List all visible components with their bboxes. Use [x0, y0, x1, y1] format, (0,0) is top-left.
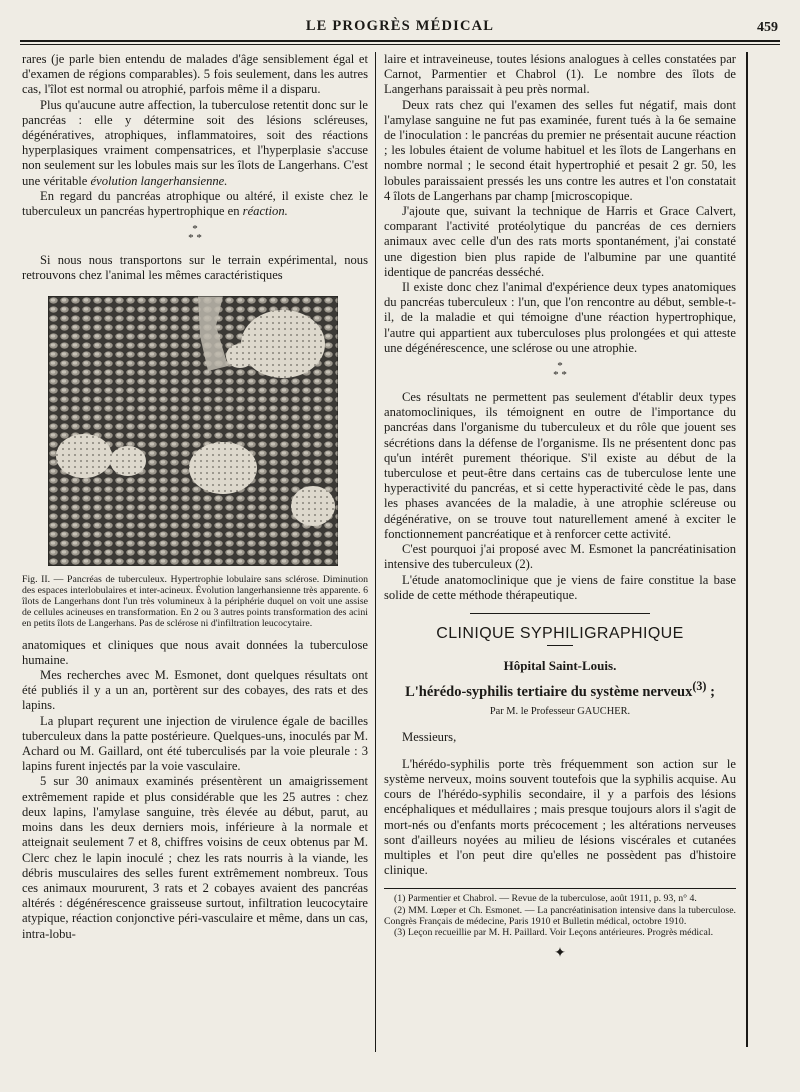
lecture-title-end: ;	[706, 684, 715, 701]
outer-rule	[746, 52, 748, 1047]
paragraph: 5 sur 30 animaux examinés présentèrent un amaigrissement extrêmement rapide et plus considérable que les 25 autres : chez deux lapins, l'amylase sanguine, très élevée au début, parut, au moins dans les deux derniers mois, inférieure à la normale et atteignait seulement 7 et 8, chiffres voisins de ceux obtenus par M. Clerc chez le lapin inoculé ; chez les rats nourris à la viande, les débris musculaires des selles furent extrêmement nombreux. Tous ces animaux moururent, 3 rats et 2 cobayes avaient des pancréas altérés : dégénérescence graisseuse surtout, infiltration leucocytaire atypique, réaction conjonctive péri-vasculaire et même, dans un cas, intra-lobu-	[22, 774, 368, 941]
paragraph: Deux rats chez qui l'examen des selles fut négatif, mais dont l'amylase sanguine ne fut pas examinée, furent tués à la 6e semaine de l'inoculation : le pancréas du premier ne présentait aucune réaction ; les lobules étaient de volume habituel et les îlots de Langerhans en nombre normal ; le second était hypertrophié et pesait 2 gr. 50, les lobules paraissaient pressés les uns contre les autres et l'on constatait 4 îlots de Langerhans par champ [microscopique.	[384, 97, 736, 203]
footnote-ref: (3)	[692, 679, 707, 694]
paragraph	[22, 98, 368, 189]
paragraph: Ces résultats ne permettent pas seulement d'établir deux types anatomocliniques, ils témoignent en outre de l'importance du pancréas dans l'organisme du tuberculeux et du rôle que jouent ses sécrétions dans la défense de l'organisme. Ils ne présentent donc pas qu'un intérêt purement théorique. S'il existe au début de la tuberculose et peut-être dans certains cas de tuberculose lente une hyperactivité du pancréas, et si cette hyperactivité cède le pas, dans les phases avancées de la maladie, à une atrophie scléreuse ou dégénérative, on se trouve tout naturellement amené à exciter le fonctionnement pancréatique et à renforcer cette activité.	[384, 390, 736, 541]
paragraph: Il existe donc chez l'animal d'expérience deux types anatomiques du pancréas tuberculeux : l'un, que l'on rencontre au début, semble-t-il, de la maladie et qui témoigne d'une réaction hypertrophique, l'autre qui appartient aux tuberculoses plus prolongées et qui atteste une dégénérescence, une sclérose ou une atrophie.	[384, 280, 736, 355]
page-header	[20, 0, 780, 44]
footnote: (2) MM. Lœper et Ch. Esmonet. — La pancréatinisation intensive dans la tuberculose. Congrès Français de médecine, Paris 1910 et Bulletin médical, octobre 1910.	[384, 904, 736, 927]
hospital-name: Hôpital Saint-Louis.	[503, 658, 617, 674]
paragraph-text: Plus qu'aucune autre affection, la tuberculose retentit donc sur le pancréas : elle y détermine soit des lésions scléreuses, dégénératives, atrophiques, inflammatoires, soit des réactions hyperplasiques vraiment compensatrices, et l'hyperplasie s'accuse non seulement sur les lobules mais sur les îlots de Langerhans. C'est une véritable	[22, 97, 368, 188]
author-line: Par M. le Professeur GAUCHER.	[489, 706, 631, 718]
paragraph: L'étude anatomoclinique que je viens de faire constitue la base solide de cette méthode thérapeutique.	[384, 572, 736, 602]
langerhans-islet	[56, 434, 112, 478]
separator-stars: * *	[553, 369, 567, 382]
paragraph: Mes recherches avec M. Esmonet, dont quelques résultats ont été publiés il y a un an, portèrent sur des cobayes, des rats et des lapins.	[22, 668, 368, 713]
italic-term: réaction.	[242, 204, 288, 219]
salutation: Messieurs,	[402, 729, 457, 744]
paragraph: J'ajoute que, suivant la technique de Harris et Grace Calvert, comparant l'activité protéolytique du pancréas de ces derniers animaux avec celle d'un des rats morts spontanément, j'ai constaté une digestion bien plus rapide de l'albumine par une quantité identique de pancréas desséché.	[384, 204, 736, 279]
italic-term: évolution langerhansienne.	[90, 173, 228, 188]
header-rule	[20, 40, 780, 42]
langerhans-islet	[110, 446, 146, 476]
langerhans-islet	[241, 310, 325, 378]
left-column	[22, 52, 368, 942]
paragraph: anatomiques et cliniques que nous avait données la tuberculose humaine.	[22, 637, 368, 667]
section-separator	[384, 362, 736, 380]
lecture-title-text: L'hérédo-syphilis tertiaire du système nerveux	[405, 684, 693, 701]
running-head: LE PROGRÈS MÉDICAL	[305, 18, 495, 34]
paragraph: rares (je parle bien entendu de malades d'âge sensiblement égal et d'examen de régions comparables). 5 fois seulement, dans les autres cas, l'îlot est normal ou atrophié, parfois même il a disparu.	[22, 52, 368, 97]
paragraph: L'hérédo-syphilis porte très fréquemment son action sur le système nerveux, moins souvent toutefois que la syphilis acquise. Au cours de l'hérédo-syphilis secondaire, il y a parfois des lésions encéphaliques et médullaires ; mais presque toujours alors il s'agit de mort-nés ou d'enfants morts précocement ; les altérations nerveuses sont d'ailleurs noyées au milieu de lésions viscérales et cutanées multiples et l'on peut dire qu'elles ne possèdent pas d'histoire clinique.	[384, 756, 736, 878]
separator-star: *	[192, 223, 198, 236]
paragraph-text: En regard du pancréas atrophique ou altéré, il existe chez le tuberculeux un pancréas hypertrophique en	[22, 188, 368, 219]
separator-stars: * *	[188, 232, 202, 245]
footnotes	[384, 888, 736, 938]
footnote: (3) Leçon recueillie par M. H. Paillard. Voir Leçons antérieures. Progrès médical.	[394, 926, 714, 938]
paragraph: La plupart reçurent une injection de virulence égale de bacilles tuberculeux dans la patte postérieure. Quelques-uns, inoculés par M. Achard ou M. Gaillard, ont été tuberculisés par la voie pleurale : 3 lapins furent injectés par la voie vasculaire.	[22, 713, 368, 774]
header-rule-thin	[20, 44, 780, 45]
figure-caption	[22, 574, 368, 630]
footnote: (1) Parmentier et Chabrol. — Revue de la tuberculose, août 1911, p. 93, n° 4.	[394, 893, 697, 905]
caption-text: Fig. II. — Pancréas de tuberculeux. Hypertrophie lobulaire sans sclérose. Diminution des espaces interlobulaires et inter-acineux. Évolution langerhansienne très apparente. 6 îlots de Langerhans dont l'un très volumineux à la périphérie duquel on voit une assise de cellules acineuses en transformation. En 2 ou 3 autres points transformation des acini en petits îlots de Langerhans. Pas de sclérose ni d'infiltration leucocytaire.	[22, 573, 368, 630]
right-column	[384, 52, 736, 961]
paragraph	[22, 189, 368, 219]
lecture-title	[384, 679, 736, 700]
langerhans-islet	[189, 442, 257, 494]
paragraph: C'est pourquoi j'ai proposé avec M. Esmonet la pancréatinisation intensive des tuberculeux (2).	[384, 542, 736, 572]
separator-star: *	[557, 360, 563, 373]
section-title: CLINIQUE SYPHILIGRAPHIQUE	[436, 624, 684, 642]
section-ornament-rule	[470, 613, 650, 614]
langerhans-islet	[226, 344, 254, 368]
column-divider	[375, 52, 376, 1052]
pancreas-micrograph	[48, 296, 338, 566]
paragraph: laire et intraveineuse, toutes lésions analogues à celles constatées par Carnot, Parmentier et Chabrol (1). Le nombre des îlots de Langerhans paraissait à peu près normal.	[384, 52, 736, 97]
section-separator	[22, 225, 368, 243]
page-number: 459	[757, 20, 778, 35]
title-rule	[547, 645, 573, 646]
end-ornament-icon: ✦	[554, 946, 566, 962]
paragraph: Si nous nous transportons sur le terrain expérimental, nous retrouvons chez l'animal les mêmes caractéristiques	[22, 253, 368, 283]
langerhans-islet	[291, 486, 335, 526]
histology-figure	[48, 296, 338, 566]
